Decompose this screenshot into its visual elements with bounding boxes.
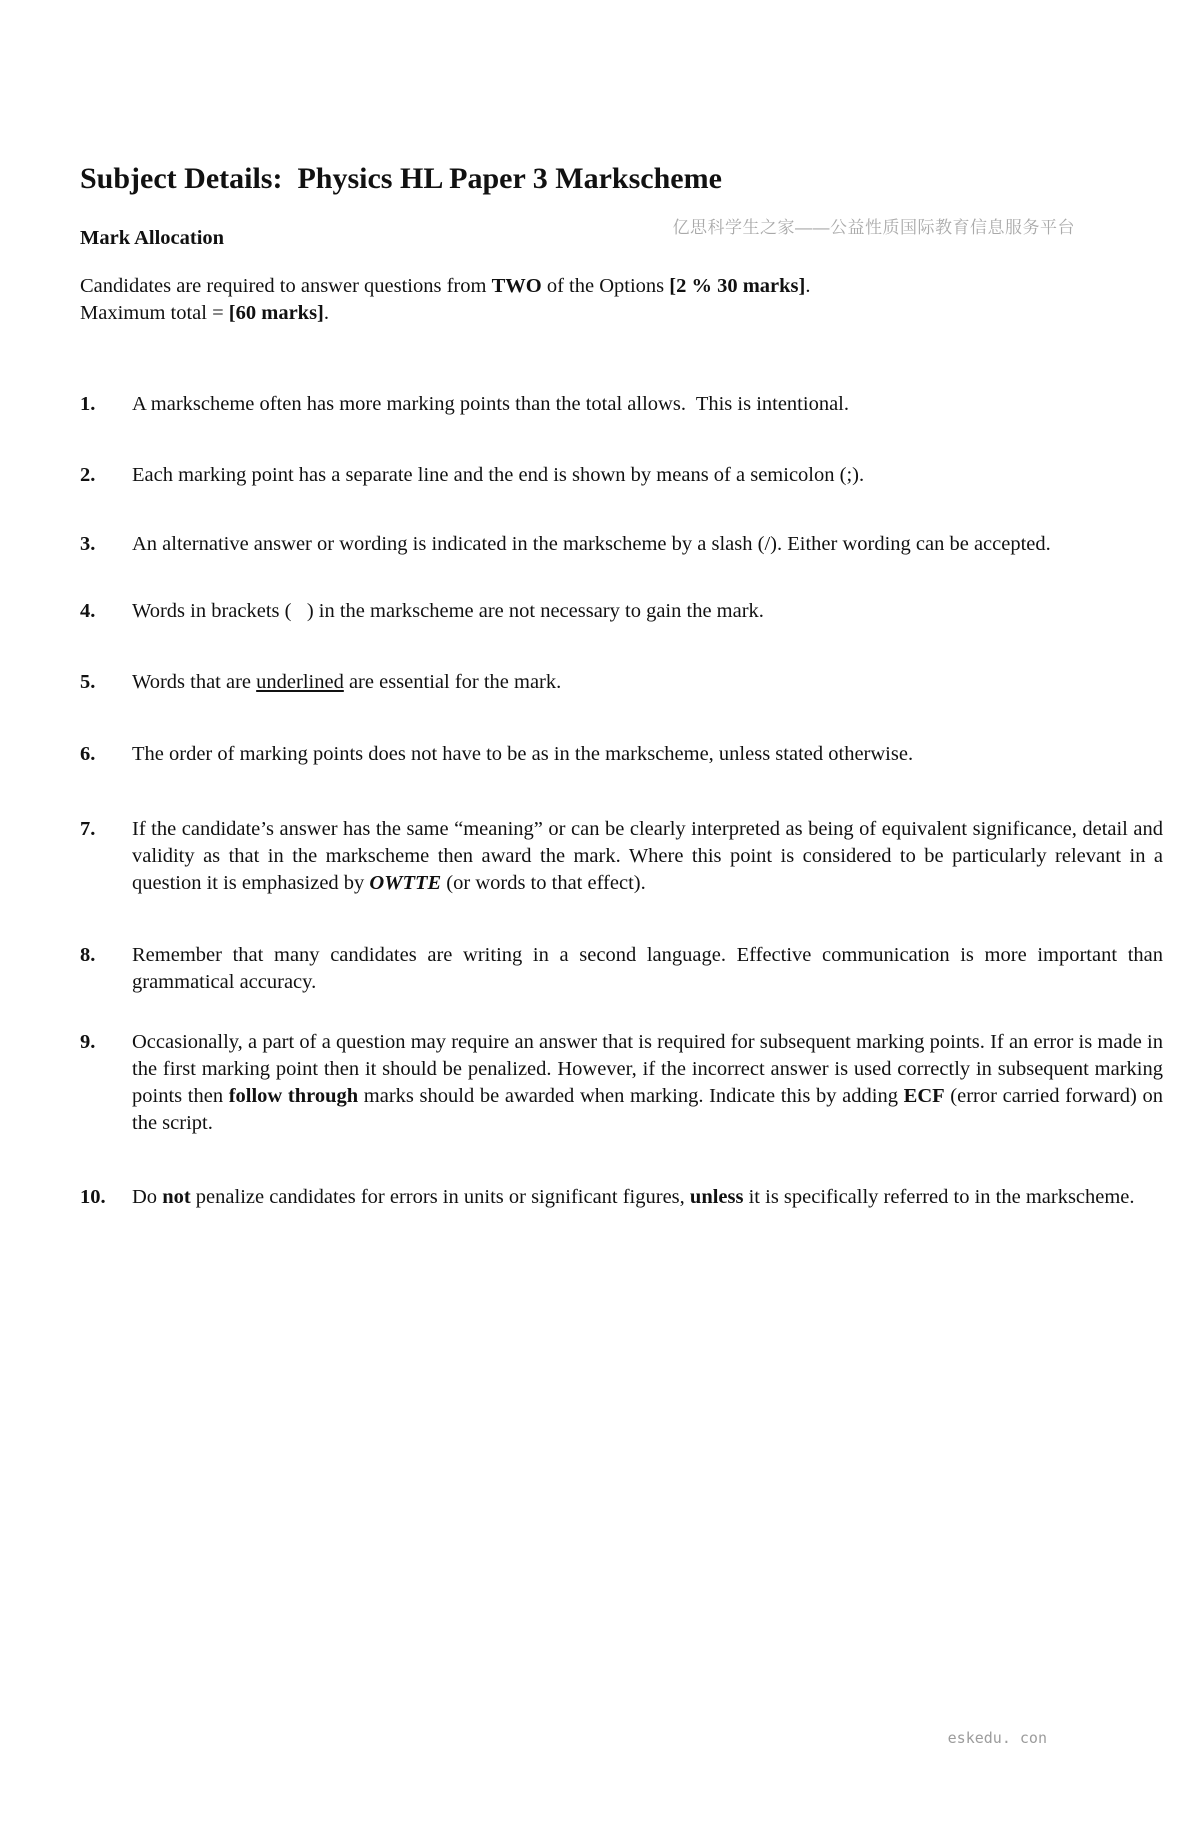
intro-bold-two: TWO (491, 275, 542, 297)
item-text (132, 1029, 1163, 1137)
item-number: 1. (80, 393, 96, 415)
item-text (132, 462, 1163, 489)
item-segment: are essential for the mark. (343, 671, 562, 693)
list-item (80, 1029, 1163, 1137)
list-item (80, 741, 1163, 768)
document-content (0, 161, 1191, 1211)
intro-bold-total: [60 marks] (228, 302, 324, 324)
item-segment: Each marking point has a separate line and the end is shown by means of a semicolon (;). (132, 464, 865, 486)
item-number: 5. (80, 671, 96, 693)
item-segment: it is specifically referred to in the markscheme. (743, 1186, 1135, 1208)
item-number: 4. (80, 600, 96, 622)
list-item (80, 816, 1163, 897)
item-segment: A markscheme often has more marking points than the total allows. This is intentional. (132, 393, 849, 415)
list-item (80, 1184, 1163, 1211)
item-segment: Remember that many candidates are writing in a second language. Effective communication is more important than grammatical accuracy. (132, 944, 1163, 993)
item-segment-follow-through: follow through (228, 1085, 359, 1107)
item-segment: Do (132, 1186, 163, 1208)
item-segment-owtte: OWTTE (369, 872, 442, 894)
item-text (132, 1184, 1163, 1211)
item-text (132, 598, 1163, 625)
item-text (132, 669, 1163, 696)
item-text (132, 391, 1163, 418)
list-item (80, 598, 1163, 625)
footer-watermark: eskedu. con (947, 1729, 1047, 1747)
intro-text: . (805, 275, 811, 297)
list-item (80, 391, 1163, 418)
list-item (80, 942, 1163, 996)
site-banner: 亿思科学生之家——公益性质国际教育信息服务平台 (672, 218, 1075, 237)
intro-text: of the Options (541, 275, 670, 297)
list-item (80, 462, 1163, 489)
item-segment: An alternative answer or wording is indicated in the markscheme by a slash (/). Either wording can be accepted. (132, 533, 1051, 555)
item-text (132, 741, 1163, 768)
document-page (0, 161, 1191, 1845)
item-number: 2. (80, 464, 96, 486)
item-number: 3. (80, 533, 96, 555)
intro-paragraph (80, 273, 1163, 327)
item-segment: marks should be awarded when marking. Indicate this by adding (358, 1085, 904, 1107)
item-segment-unless: unless (689, 1186, 744, 1208)
intro-bold-marks: [2 % 30 marks] (669, 275, 806, 297)
item-text (132, 816, 1163, 897)
intro-text: . (323, 302, 330, 324)
item-segment: penalize candidates for errors in units or significant figures, (190, 1186, 690, 1208)
item-segment-not: not (162, 1186, 191, 1208)
item-text (132, 942, 1163, 996)
item-segment: Words that are (132, 671, 257, 693)
item-segment: (error carried forward) on the script. (132, 1085, 1164, 1134)
item-text (132, 531, 1163, 558)
intro-text: Maximum total = (80, 302, 229, 324)
item-segment: The order of marking points does not have to be as in the markscheme, unless stated otherwise. (132, 743, 914, 765)
list-item (80, 669, 1163, 696)
list-item (80, 531, 1163, 558)
item-segment: Occasionally, a part of a question may require an answer that is required for subsequent marking points. If an error is made in the first marking point then it should be penalized. However, if the incorrect answer is used correctly in subsequent marking points then (132, 1031, 1163, 1107)
item-number: 6. (80, 743, 96, 765)
item-segment-underlined: underlined (256, 671, 344, 693)
section-heading: Mark Allocation (80, 227, 225, 249)
item-number: 10. (80, 1186, 106, 1208)
item-segment: Words in brackets ( ) in the markscheme are not necessary to gain the mark. (132, 600, 764, 622)
item-segment-ecf: ECF (903, 1085, 945, 1107)
intro-text: Candidates are required to answer questions from (80, 275, 492, 297)
item-number: 9. (80, 1031, 96, 1053)
item-number: 8. (80, 944, 96, 966)
page-title: Subject Details: Physics HL Paper 3 Markscheme (80, 162, 722, 195)
item-segment: (or words to that effect). (441, 872, 646, 894)
item-segment: If the candidate’s answer has the same “meaning” or can be clearly interpreted as being of equivalent significance, detail and validity as that in the markscheme then award the mark. Where this point is considered to be particularly relevant in a question it is emphasized by (132, 818, 1163, 894)
item-number: 7. (80, 818, 96, 840)
